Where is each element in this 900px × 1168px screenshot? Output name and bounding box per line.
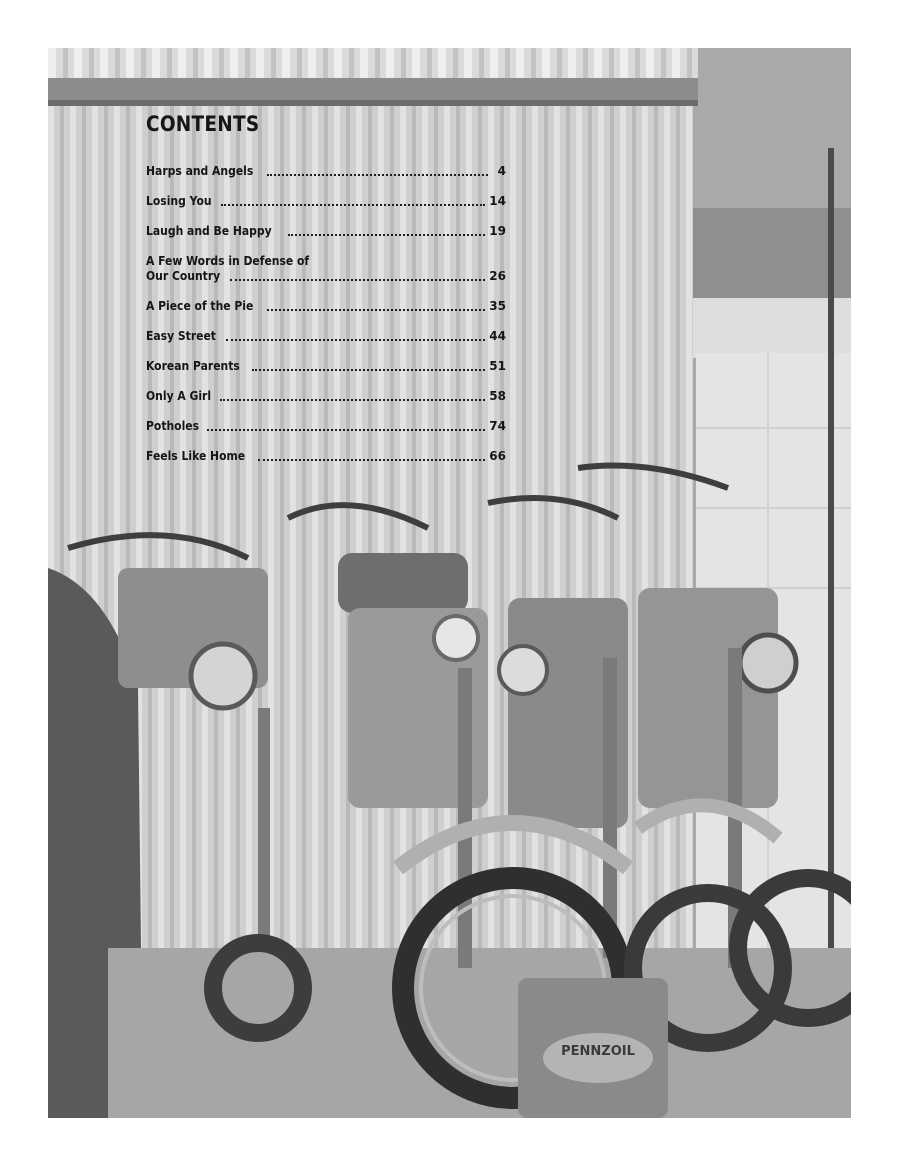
toc-entry-title: Laugh and Be Happy: [146, 224, 272, 238]
toc-entry-page: 26: [489, 269, 506, 283]
leader-dots: [230, 279, 485, 281]
toc-entry-feels-like-home[interactable]: [146, 449, 506, 464]
toc-entry-a-piece-of-the-pie[interactable]: [146, 299, 506, 314]
toc-entry-page: 19: [489, 224, 506, 238]
contents-heading: CONTENTS: [146, 112, 260, 136]
toc-entry-title-line1: A Few Words in Defense of: [146, 254, 310, 268]
toc-entry-laugh-and-be-happy[interactable]: [146, 224, 506, 239]
leader-dots: [258, 459, 485, 461]
toc-entry-title: Only A Girl: [146, 389, 212, 403]
leader-dots: [267, 309, 485, 311]
leader-dots: [207, 429, 485, 431]
toc-entry-page: 58: [489, 389, 506, 403]
toc-entry-page: 74: [489, 419, 506, 433]
leader-dots: [221, 204, 485, 206]
toc-entry-only-a-girl[interactable]: [146, 389, 506, 404]
toc-entry-easy-street[interactable]: [146, 329, 506, 344]
pennzoil-sign-text: PENNZOIL: [561, 1044, 635, 1059]
toc-entry-a-few-words[interactable]: [146, 254, 506, 284]
toc-entry-page: 44: [489, 329, 506, 343]
toc-entry-title: Potholes: [146, 419, 200, 433]
leader-dots: [226, 339, 486, 341]
toc-entry-title: Harps and Angels: [146, 164, 254, 178]
toc-entry-title: Losing You: [146, 194, 212, 208]
leader-dots: [252, 369, 485, 371]
toc-entry-page: 51: [489, 359, 506, 373]
toc-entry-page: 66: [489, 449, 506, 463]
toc-entry-harps-and-angels[interactable]: [146, 164, 506, 179]
toc-entry-losing-you[interactable]: [146, 194, 506, 209]
toc-entry-title: Korean Parents: [146, 359, 240, 373]
toc-entry-page: 4: [497, 164, 506, 178]
toc-entry-title: Feels Like Home: [146, 449, 246, 463]
leader-dots: [220, 399, 485, 401]
table-of-contents: [146, 112, 506, 479]
toc-entry-potholes[interactable]: [146, 419, 506, 434]
leader-dots: [267, 174, 488, 176]
toc-entry-korean-parents[interactable]: [146, 359, 506, 374]
toc-entry-title-line2: Our Country: [146, 269, 221, 283]
toc-entry-title: Easy Street: [146, 329, 216, 343]
toc-entry-title: A Piece of the Pie: [146, 299, 254, 313]
toc-entry-page: 35: [489, 299, 506, 313]
leader-dots: [288, 234, 486, 236]
toc-entry-page: 14: [489, 194, 506, 208]
